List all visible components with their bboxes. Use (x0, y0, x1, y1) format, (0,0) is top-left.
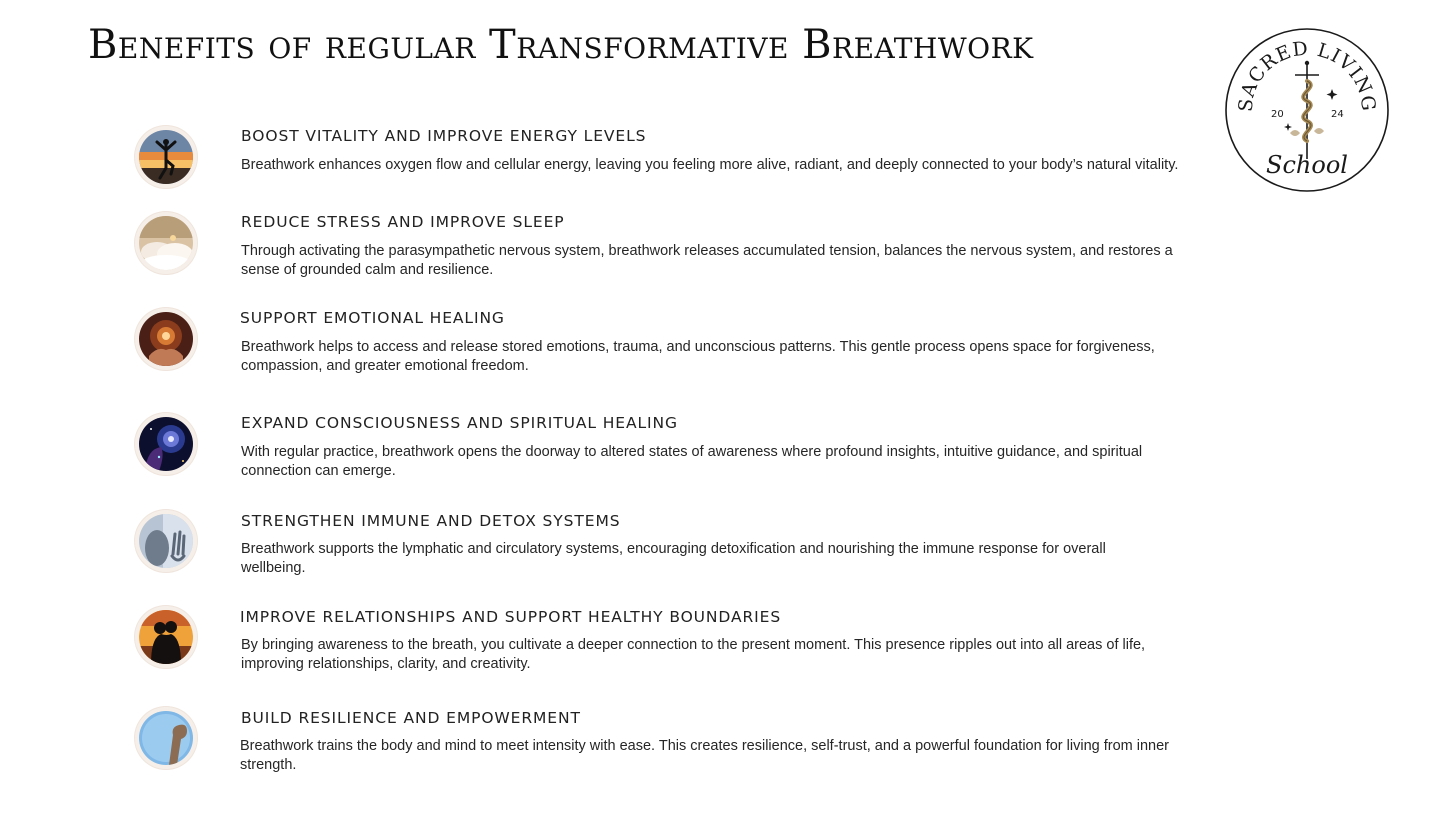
sunset-figure-icon (139, 130, 193, 184)
benefit-description: Breathwork supports the lymphatic and circulatory systems, encouraging detoxification and nourishing the immune response for overall wellbeing. (241, 541, 1106, 576)
benefit-description: Through activating the parasympathetic nervous system, breathwork releases accumulated tension, balances the nervous system, and restores a sense of grounded calm and resilience. (241, 243, 1173, 278)
logo-top-text: SACRED LIVING (1234, 37, 1380, 113)
sacred-living-school-logo (1224, 27, 1390, 193)
glowing-hands-icon (139, 312, 193, 366)
benefit-heading: EXPAND CONSCIOUSNESS AND SPIRITUAL HEALING (241, 414, 678, 432)
benefit-thumbnail (135, 510, 197, 572)
logo-year-left: 20 (1271, 109, 1284, 120)
raised-fist-icon (139, 711, 193, 765)
hand-on-glass-icon (139, 514, 193, 568)
benefit-heading: SUPPORT EMOTIONAL HEALING (240, 309, 505, 327)
benefit-description: By bringing awareness to the breath, you cultivate a deeper connection to the present moment. This presence ripples out into all areas of life, improving relationships, clarity, and creativity. (241, 637, 1146, 672)
benefit-heading: STRENGTHEN IMMUNE AND DETOX SYSTEMS (241, 512, 621, 530)
logo-year-right: 24 (1331, 109, 1344, 120)
dagger-serpent-icon (1284, 61, 1338, 159)
benefit-description: Breathwork helps to access and release stored emotions, trauma, and unconscious patterns. This gentle process opens space for forgiveness, compassion, and greater emotional freedom. (241, 339, 1155, 374)
benefit-thumbnail (135, 126, 197, 188)
logo-bottom-text: School (1266, 151, 1348, 179)
benefit-thumbnail (135, 212, 197, 274)
couple-silhouette-icon (139, 610, 193, 664)
benefit-thumbnail (135, 707, 197, 769)
benefit-thumbnail (135, 413, 197, 475)
benefit-heading: BOOST VITALITY AND IMPROVE ENERGY LEVELS (241, 127, 647, 145)
benefit-description: With regular practice, breathwork opens the doorway to altered states of awareness where profound insights, intuitive guidance, and spiritual connection can emerge. (241, 444, 1143, 479)
benefit-heading: REDUCE STRESS AND IMPROVE SLEEP (241, 213, 565, 231)
benefit-thumbnail (135, 606, 197, 668)
cosmic-head-icon (139, 417, 193, 471)
page-title: Benefits of regular Transformative Breathwork (88, 22, 1034, 68)
benefit-thumbnail (135, 308, 197, 370)
benefit-description: Breathwork enhances oxygen flow and cellular energy, leaving you feeling more alive, radiant, and deeply connected to your body’s natural vitality. (241, 157, 1179, 173)
clouds-icon (139, 216, 193, 270)
benefit-heading: BUILD RESILIENCE AND EMPOWERMENT (241, 709, 581, 727)
benefit-heading: IMPROVE RELATIONSHIPS AND SUPPORT HEALTHY BOUNDARIES (240, 608, 782, 626)
benefit-description: Breathwork trains the body and mind to meet intensity with ease. This creates resilience, self-trust, and a powerful foundation for living from inner strength. (240, 738, 1169, 773)
